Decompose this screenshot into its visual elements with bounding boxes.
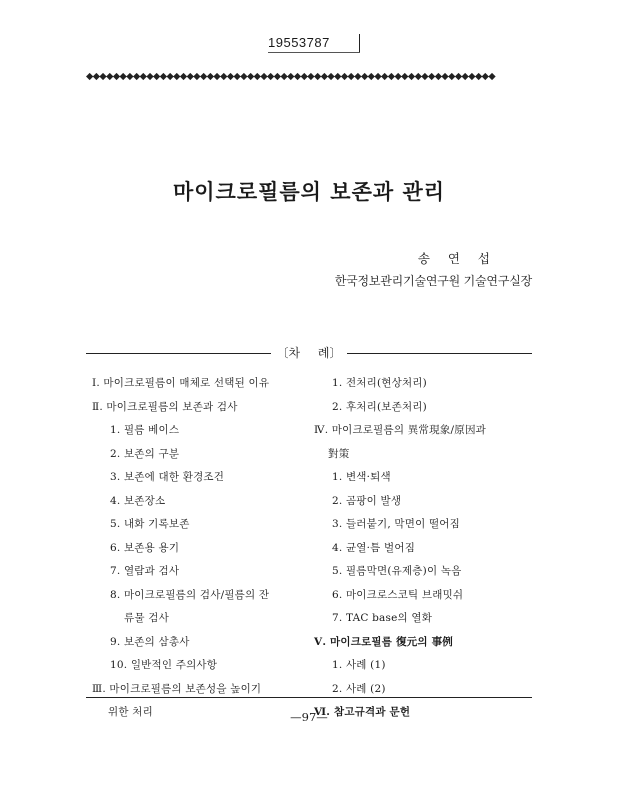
toc-entry: 5. 내화 기록보존 [110, 518, 190, 530]
toc-entry: Ⅵ. 참고규격과 문헌 [314, 706, 411, 718]
toc-entry: 2. 보존의 구분 [110, 447, 180, 460]
toc-entry: 2. 사례 (2) [332, 682, 386, 695]
article-title: 마이크로필름의 보존과 관리 [172, 179, 446, 204]
toc-entry: 8. 마이크로필름의 검사/필름의 잔 [110, 588, 270, 601]
toc-entry: 1. 사례 (1) [332, 659, 386, 671]
toc-entry: 류물 검사 [124, 612, 169, 624]
toc-entry: 1. 필름 베이스 [110, 424, 180, 436]
toc-header [86, 345, 532, 361]
toc-entry: 對策 [328, 447, 350, 460]
toc-entry: 6. 보존용 용기 [110, 541, 180, 554]
toc-entry: 3. 보존에 대한 환경조건 [110, 471, 225, 483]
toc-left-column [92, 372, 312, 725]
toc-entry: Ⅲ. 마이크로필름의 보존성을 높이기 [92, 682, 262, 695]
diamond-border-rule: ◆◆◆◆◆◆◆◆◆◆◆◆◆◆◆◆◆◆◆◆◆◆◆◆◆◆◆◆◆◆◆◆◆◆◆◆◆◆◆◆◆◆◆◆◆◆◆◆◆◆◆◆◆◆◆◆◆◆◆◆◆ [86, 72, 496, 82]
document-id-text: 19553787 [268, 35, 330, 50]
toc-entry: Ⅰ. 마이크로필름이 매체로 선택된 이유 [92, 377, 270, 389]
toc-entry: 5. 필름막면(유제층)이 녹음 [332, 565, 462, 577]
toc-entry: 1. 전처리(현상처리) [332, 377, 427, 389]
toc-entry: 1. 변색·퇴색 [332, 471, 391, 483]
toc-entry: 7. 열람과 검사 [110, 565, 180, 577]
toc-entry: Ⅱ. 마이크로필름의 보존과 검사 [92, 400, 238, 413]
toc-entry: 10. 일반적인 주의사항 [110, 659, 218, 671]
toc-entry: 2. 곰팡이 발생 [332, 494, 402, 507]
document-id-underline [268, 52, 360, 53]
toc-header-rule-right [347, 353, 532, 354]
toc-entry: 2. 후처리(보존처리) [332, 400, 427, 413]
toc-entry: 7. TAC base의 열화 [332, 612, 433, 624]
toc-heading: 〔차 례〕 [276, 346, 342, 360]
toc-header-rule-left [86, 353, 271, 354]
author-name: 송 연 섭 [417, 251, 490, 266]
toc-entry: 4. 균열·틈 벌어짐 [332, 541, 416, 554]
author-affiliation: 한국정보관리기술연구원 기술연구실장 [334, 274, 532, 288]
toc-right-column [314, 372, 524, 725]
toc-entry: 6. 마이크로스코틱 브래밋쉬 [332, 588, 464, 601]
toc-entry: 3. 들러붙기, 막면이 떨어짐 [332, 518, 460, 530]
toc-entry: 9. 보존의 삼총사 [110, 635, 190, 648]
toc-bottom-rule [86, 697, 532, 698]
toc-entry: Ⅴ. 마이크로필름 復元의 事例 [314, 635, 453, 648]
page-number: —97— [290, 710, 328, 724]
toc-entry: 위한 처리 [108, 706, 153, 718]
document-id-stamp [268, 34, 360, 52]
toc-entry: 4. 보존장소 [110, 494, 166, 507]
toc-entry: Ⅳ. 마이크로필름의 異常現象/原因과 [314, 424, 486, 436]
